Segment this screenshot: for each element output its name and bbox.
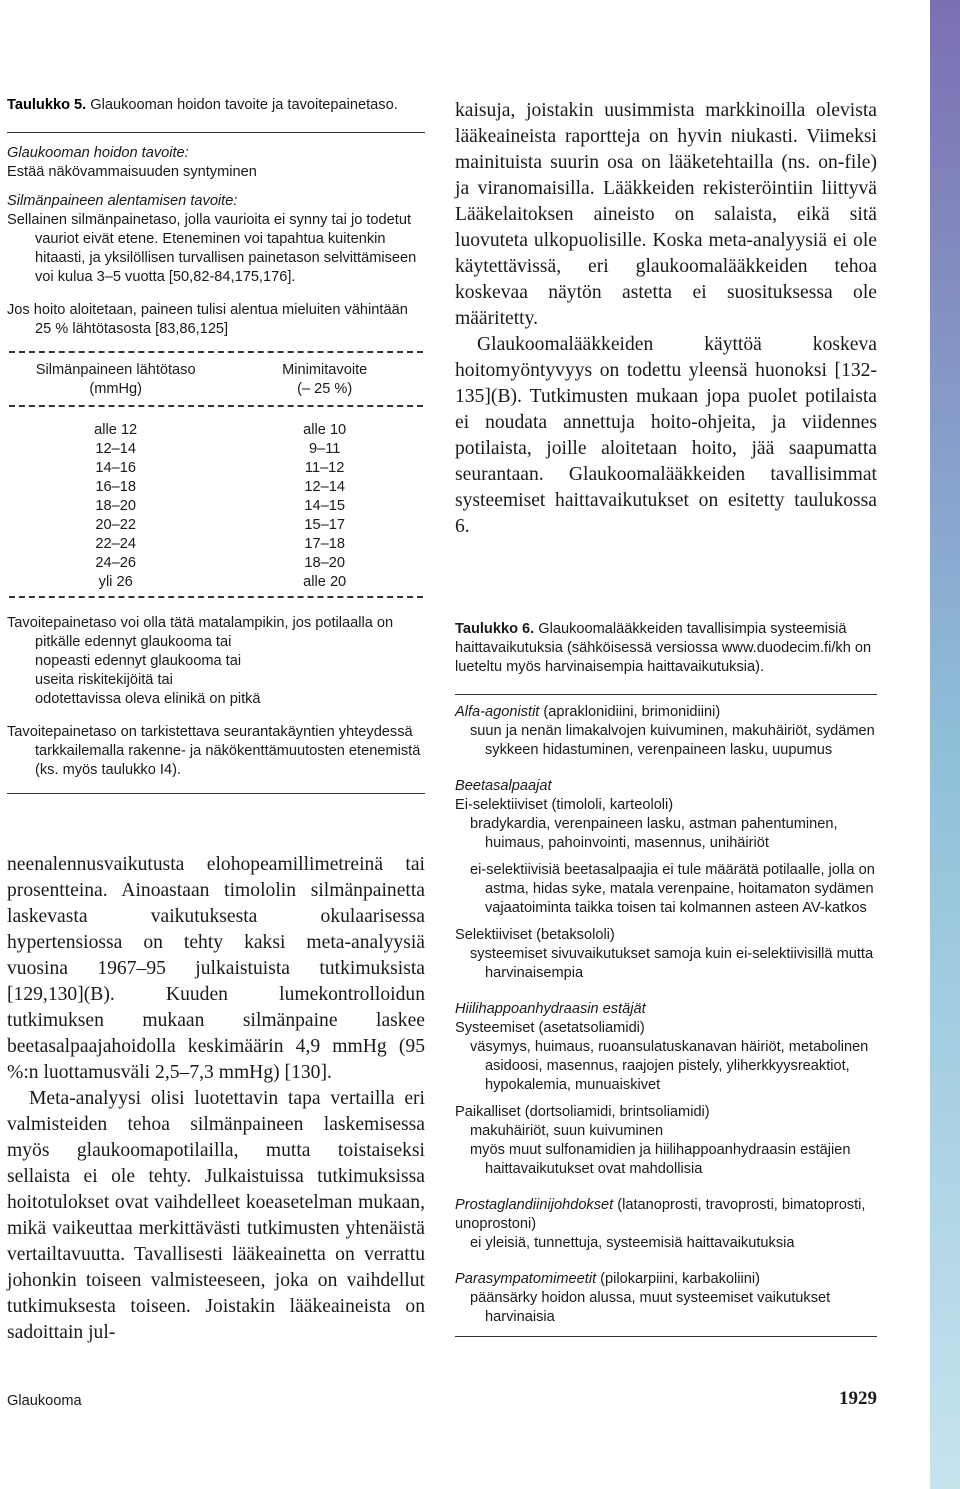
col2-header-line1: Minimitavoite xyxy=(282,362,368,378)
table-5-caption xyxy=(7,96,425,115)
para-heading: Parasympatomimeetit xyxy=(455,1271,597,1287)
start-text-c: lähtötasosta [83,86,125] xyxy=(68,321,229,337)
right-paragraph-2: Glaukoomalääkkeiden käyttöä koskeva hoitomyöntyvyys on todettu yleensä huonoksi [132-135](B). Tutkimusten mukaan jopa puolet potilaista ei noudata annettuja hoito-ohjeita, ja viidennes potilaista, joille aloitetaan hoito, jää saapumatta seurantaan. Glaukoomalääkkeiden tavallisimmat systeemiset haittavaikutukset on esitetty taulukossa 6. xyxy=(455,334,877,537)
pg-heading: Prostaglandiinijohdokset xyxy=(455,1197,614,1213)
target-heading: Silmänpaineen alentamisen tavoite: xyxy=(7,193,238,209)
table-5-top-rule xyxy=(7,132,425,133)
page-number: 1929 xyxy=(839,1388,877,1409)
alfa-sub: (apraklonidiini, brimonidiini) xyxy=(539,704,721,720)
pg-text: ei yleisiä, tunnettuja, systeemisiä haittavaikutuksia xyxy=(470,1235,795,1251)
cai-local-effects-2: myös muut sulfonamidien ja hiilihappoanhydraasin estäjien haittavaikutukset ovat mahdollisia xyxy=(470,1142,851,1177)
table-row xyxy=(7,440,425,459)
cell-target: 12–14 xyxy=(304,479,345,495)
start-text-a: Jos hoito aloitetaan, paineen tulisi alentua mieluiten xyxy=(7,302,345,318)
table-row xyxy=(7,535,425,554)
beta-selective: Selektiiviset (betaksololi) xyxy=(455,927,615,943)
table-6-caption xyxy=(455,620,877,677)
table-5-dash-mid xyxy=(9,405,423,407)
cell-baseline: yli 26 xyxy=(98,574,133,590)
cell-target: 9–11 xyxy=(308,441,341,457)
cell-baseline: 14–16 xyxy=(95,460,136,476)
para-section xyxy=(455,1270,877,1327)
beta-heading: Beetasalpaajat xyxy=(455,778,552,794)
target-block xyxy=(7,192,425,287)
cell-baseline: 22–24 xyxy=(95,536,136,552)
beta-nonselective-effects: bradykardia, verenpaineen lasku, astman pahentuminen, huimaus, pahoinvointi, masennus, unihäiriöt xyxy=(470,816,838,851)
cell-baseline: 18–20 xyxy=(95,498,136,514)
beta-warning: ei-selektiivisiä beetasalpaajia ei tule määrätä potilaalle, jolla on astma, hidas syke, matala verenpaine, hoitamaton sydämen vajaatoiminta taikka toisen tai kolmannen asteen AV-katkos xyxy=(470,862,875,916)
cai-local-effects-1: makuhäiriöt, suun kuivuminen xyxy=(470,1123,664,1139)
table-5-bottom-rule xyxy=(7,793,425,794)
table-row xyxy=(7,573,425,592)
lower-item: nopeasti edennyt glaukooma tai xyxy=(35,653,242,669)
alfa-heading: Alfa-agonistit xyxy=(455,704,540,720)
goal-block xyxy=(7,144,425,182)
cai-section xyxy=(455,1000,877,1179)
alfa-section xyxy=(455,703,877,760)
col2-header-line2: (– 25 %) xyxy=(297,381,353,397)
footer-title: Glaukooma xyxy=(7,1393,82,1409)
beta-nonselective: Ei-selektiiviset (timololi, karteololi) xyxy=(455,797,674,813)
table-row xyxy=(7,554,425,573)
table-6 xyxy=(455,620,877,1337)
table-5-header xyxy=(7,361,425,399)
cell-baseline: alle 12 xyxy=(94,422,138,438)
table-row xyxy=(7,421,425,440)
beta-selective-effects: systeemiset sivuvaikutukset samoja kuin ei-selektiivisillä mutta harvinaisempia xyxy=(470,946,874,981)
cell-target: alle 10 xyxy=(303,422,347,438)
alfa-text: suun ja nenän limakalvojen kuivuminen, makuhäiriöt, sydämen sykkeen hidastuminen, verenpaineen lasku, uupumus xyxy=(470,723,875,758)
cell-target: 17–18 xyxy=(304,536,345,552)
table-row xyxy=(7,497,425,516)
para-text: päänsärky hoidon alussa, muut systeemiset vaikutukset harvinaisia xyxy=(470,1290,831,1325)
check-text: Tavoitepainetaso on tarkistettava seurantakäyntien yhteydessä tarkkailemalla rakenne- ja näkökenttämuutosten etenemistä (ks. myös taulukko I4). xyxy=(7,724,421,778)
cai-local: Paikalliset (dortsoliamidi, brintsoliamidi) xyxy=(455,1104,710,1120)
right-paragraph-1: kaisuja, joistakin uusimmista markkinoilla olevista lääkeaineista raportteja on hyvin niukasti. Viimeksi mainituista suurin osa on lääketehtailla (ns. on-file) ja viranomaisilla. Lääkkeiden rekisteröintiin liittyvä Lääkelaitoksen aineisto on salaista, eikä sitä luovuteta ulkopuolisille. Koska meta-analyysiä ei ole käytettävissä, eri glaukoomalääkkeiden tehoa koskevaa näytön astetta ei suosituksessa ole määritetty. xyxy=(455,100,877,329)
table-6-top-rule xyxy=(455,694,877,695)
pg-sub: (latanoprosti, travoprosti, bimatoprosti, unoprostoni) xyxy=(455,1197,866,1232)
table-5-title: Glaukooman hoidon tavoite ja tavoitepainetaso. xyxy=(90,97,398,113)
cell-baseline: 16–18 xyxy=(95,479,136,495)
decorative-side-bar xyxy=(930,0,960,1489)
left-paragraph-2: Meta-analyysi olisi luotettavin tapa vertailla eri valmisteiden tehoa silmänpaineen laskemisessa myös glaukoomapotilailla, mutta toistaiseksi sellaista ei ole tehty. Julkaistuissa tutkimuksissa hoitotulokset ovat vaihdelleet koeasetelman mukaan, mikä vaikeuttaa merkittävästi tutkimusten yhtenäistä vertailtavuutta. Tavallisesti lääkeainetta on verrattu johonkin toiseen valmisteeseen, joka on vaihdellut tutkimuksesta toiseen. Joistakin lääkeaineista on sadoittain jul- xyxy=(7,1088,425,1343)
cell-baseline: 12–14 xyxy=(95,441,136,457)
cell-target: 18–20 xyxy=(304,555,345,571)
table-6-bottom-rule xyxy=(455,1336,877,1337)
para-sub: (pilokarpiini, karbakoliini) xyxy=(596,1271,760,1287)
lower-item: pitkälle edennyt glaukooma tai xyxy=(35,634,232,650)
goal-heading: Glaukooman hoidon tavoite: xyxy=(7,145,189,161)
table-5 xyxy=(7,96,425,794)
cell-target: alle 20 xyxy=(303,574,347,590)
cell-target: 11–12 xyxy=(304,460,345,476)
table-5-dash-top xyxy=(9,351,423,353)
cell-target: 15–17 xyxy=(304,517,345,533)
table-row xyxy=(7,459,425,478)
table-6-title: Glaukoomalääkkeiden tavallisimpia systeemisiä haittavaikutuksia (sähköisessä versiossa www.duodecim.fi/kh on lueteltu myös harvinaisempia haittavaikutuksia). xyxy=(455,621,872,675)
lower-item: odotettavissa oleva elinikä on pitkä xyxy=(35,691,261,707)
cell-baseline: 20–22 xyxy=(95,517,136,533)
lower-item: useita riskitekijöitä tai xyxy=(35,672,173,688)
right-body-text xyxy=(455,98,877,540)
cai-systemic: Systeemiset (asetatsoliamidi) xyxy=(455,1020,645,1036)
col1-header-line2: (mmHg) xyxy=(89,381,143,397)
target-text: Sellainen silmänpainetaso, jolla vaurioita ei synny tai jo todetut vauriot eivät etene. Eteneminen voi tapahtua kuitenkin hitaasti, ja yksilöllisen turvallisen painetason selvittämiseen voi kulua 3–5 vuotta [50,82-84,175,176]. xyxy=(7,212,417,285)
col1-header-line1: Silmänpaineen lähtötaso xyxy=(35,362,196,378)
table-row xyxy=(7,516,425,535)
start-text xyxy=(7,301,425,339)
table-6-label: Taulukko 6. xyxy=(455,621,535,637)
cai-heading: Hiilihappoanhydraasin estäjät xyxy=(455,1001,646,1017)
start-text-b: vähintään 25 % xyxy=(35,302,408,337)
cai-systemic-effects: väsymys, huimaus, ruoansulatuskanavan häiriöt, metabolinen asidoosi, masennus, raajojen pistely, yliherkkyysreaktiot, hypokalemia, munuaiskivet xyxy=(470,1039,869,1093)
table-5-body xyxy=(7,421,425,592)
left-body-text xyxy=(7,852,425,1346)
table-row xyxy=(7,478,425,497)
pg-section xyxy=(455,1196,877,1253)
lower-intro: Tavoitepainetaso voi olla tätä matalampikin, jos potilaalla on xyxy=(7,615,394,631)
table-5-label: Taulukko 5. xyxy=(7,97,87,113)
goal-text: Estää näkövammaisuuden syntyminen xyxy=(7,164,257,180)
left-paragraph-1: neenalennusvaikutusta elohopeamillimetreinä tai prosentteina. Ainoastaan timololin silmänpainetta laskevasta vaikutuksesta okulaarisessa hypertensiossa on tehty kaksi meta-analyysiä vuosina 1967–95 julkaistuista tutkimuksista [129,130](B). Kuuden lumekontrolloidun tutkimuksen mukaan silmänpaine laskee beetasalpaajahoidolla keskimäärin 4,9 mmHg (95 %:n luottamusväli 2,5–7,3 mmHg) [130]. xyxy=(7,854,425,1083)
table-5-dash-bottom xyxy=(9,596,423,598)
cell-baseline: 24–26 xyxy=(95,555,136,571)
cell-target: 14–15 xyxy=(304,498,345,514)
beta-section xyxy=(455,777,877,983)
